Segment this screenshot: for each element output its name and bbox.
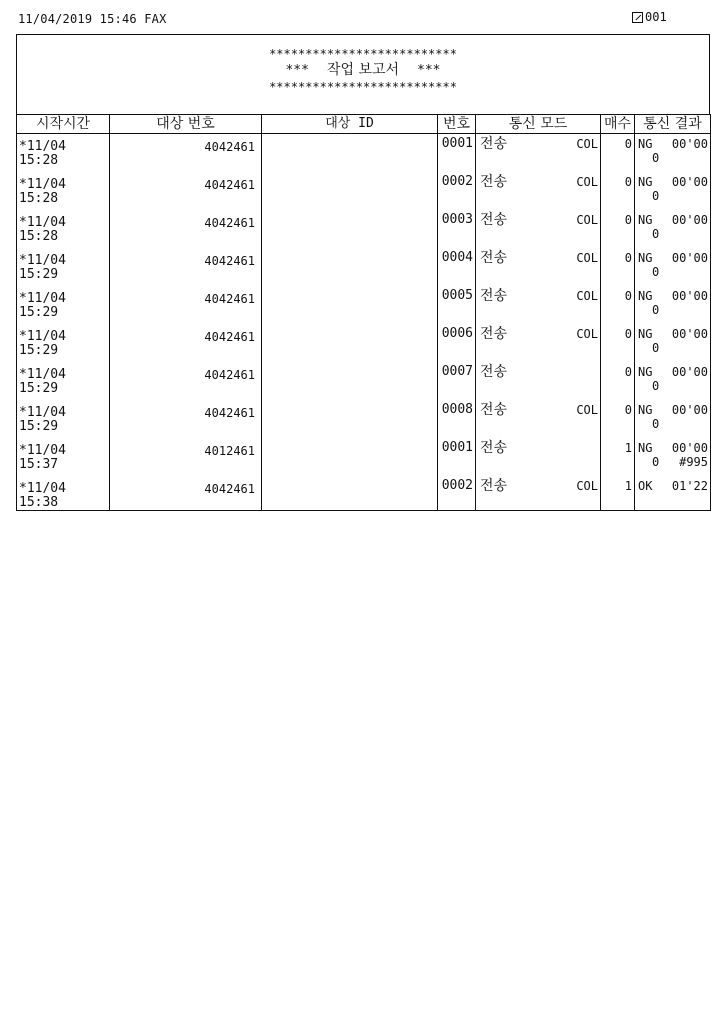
cell-start-time: *11/04 15:38: [17, 476, 110, 511]
cell-seq: 0005: [438, 286, 476, 324]
cell-result-line2: [638, 303, 710, 317]
cell-result: [635, 476, 711, 511]
cell-mode: [476, 400, 601, 438]
cell-mode: [476, 134, 601, 173]
cell-mode: [476, 210, 601, 248]
cell-target-number: 4042461: [110, 362, 262, 400]
cell-mode: [476, 476, 601, 511]
cell-result: [635, 324, 711, 362]
cell-result-line2: [638, 341, 710, 355]
cell-pages: 0: [601, 210, 635, 248]
cell-result: [635, 438, 711, 476]
report-banner: [16, 34, 710, 114]
cell-result-duration: 00'00: [671, 441, 708, 455]
cell-target-id: [262, 438, 438, 476]
cell-result-duration: 00'00: [671, 137, 708, 151]
cell-result-duration: 00'00: [671, 327, 708, 341]
cell-seq: 0002: [438, 172, 476, 210]
table-row: [17, 210, 711, 248]
page-number-value: 001: [645, 10, 667, 24]
cell-result-duration: 01'22: [671, 479, 708, 493]
cell-result-line2: [638, 265, 710, 279]
cell-result: [635, 172, 711, 210]
cell-pages: 0: [601, 324, 635, 362]
cell-mode-kind: 전송: [480, 250, 508, 266]
table-row: [17, 248, 711, 286]
cell-target-id: [262, 172, 438, 210]
cell-result: [635, 400, 711, 438]
table-row: [17, 324, 711, 362]
cell-target-id: [262, 134, 438, 173]
cell-result-duration: 00'00: [671, 365, 708, 379]
cell-target-id: [262, 248, 438, 286]
cell-result-line2: [638, 417, 710, 431]
cell-result-code: 0: [652, 265, 660, 279]
cell-result-status: NG: [638, 175, 653, 189]
table-row: [17, 400, 711, 438]
job-report-table: [16, 114, 711, 511]
cell-mode-kind: 전송: [480, 174, 508, 190]
page-number: [632, 10, 667, 24]
cell-target-number: 4042461: [110, 476, 262, 511]
cell-mode-kind: 전송: [480, 212, 508, 228]
cell-result-code: 0: [652, 379, 660, 393]
cell-result-duration: 00'00: [671, 251, 708, 265]
cell-target-number: 4042461: [110, 324, 262, 362]
cell-mode: [476, 362, 601, 400]
cell-mode-kind: 전송: [480, 364, 508, 380]
cell-target-number: 4042461: [110, 210, 262, 248]
cell-mode-kind: 전송: [480, 440, 508, 456]
column-header-pages: 매수: [601, 115, 635, 134]
cell-target-id: [262, 210, 438, 248]
cell-result-status: NG: [638, 137, 653, 151]
cell-start-time: *11/04 15:29: [17, 400, 110, 438]
cell-target-number: 4042461: [110, 172, 262, 210]
column-header-mode: 통신 모드: [476, 115, 601, 134]
cell-result: [635, 362, 711, 400]
cell-mode-kind: 전송: [480, 136, 508, 152]
cell-result-line2: [638, 227, 710, 241]
cell-mode: [476, 248, 601, 286]
cell-result-code: 0: [652, 227, 660, 241]
cell-pages: 0: [601, 400, 635, 438]
report-timestamp: 11/04/2019 15:46 FAX: [18, 12, 167, 26]
banner-stars-top: **************************: [269, 47, 457, 61]
column-header-result: 통신 결과: [635, 115, 711, 134]
cell-result-status: OK: [638, 479, 653, 493]
cell-mode: [476, 172, 601, 210]
cell-start-time: *11/04 15:29: [17, 286, 110, 324]
cell-result-line2: [638, 455, 710, 469]
cell-target-id: [262, 362, 438, 400]
cell-start-time: *11/04 15:37: [17, 438, 110, 476]
cell-mode-kind: 전송: [480, 402, 508, 418]
cell-result-status: NG: [638, 289, 653, 303]
cell-mode: [476, 438, 601, 476]
cell-mode-color: COL: [576, 479, 598, 493]
cell-pages: 0: [601, 134, 635, 173]
banner-title-line: [17, 61, 709, 80]
cell-result-status: NG: [638, 327, 653, 341]
table-row: [17, 172, 711, 210]
cell-result-code: 0: [652, 455, 660, 469]
cell-seq: 0006: [438, 324, 476, 362]
cell-result-code: 0: [652, 341, 660, 355]
cell-start-time: *11/04 15:29: [17, 248, 110, 286]
cell-mode-color: COL: [576, 175, 598, 189]
cell-seq: 0001: [438, 438, 476, 476]
cell-mode-color: COL: [576, 251, 598, 265]
table-row: [17, 476, 711, 511]
cell-result-duration: 00'00: [671, 403, 708, 417]
table-row: [17, 286, 711, 324]
cell-result: [635, 286, 711, 324]
cell-seq: 0002: [438, 476, 476, 511]
table-row: [17, 134, 711, 173]
cell-result-line2: [638, 379, 710, 393]
cell-seq: 0008: [438, 400, 476, 438]
cell-result-code: 0: [652, 189, 660, 203]
cell-result-status: NG: [638, 213, 653, 227]
cell-mode-color: COL: [576, 213, 598, 227]
cell-mode-color: COL: [576, 137, 598, 151]
cell-result: [635, 210, 711, 248]
cell-result-line2: [638, 151, 710, 165]
cell-result-status: NG: [638, 251, 653, 265]
cell-mode-kind: 전송: [480, 326, 508, 342]
cell-result-status: NG: [638, 403, 653, 417]
cell-result-duration: 00'00: [671, 289, 708, 303]
cell-pages: 0: [601, 172, 635, 210]
cell-result-status: NG: [638, 441, 653, 455]
cell-mode: [476, 324, 601, 362]
cell-pages: 0: [601, 286, 635, 324]
cell-pages: 1: [601, 438, 635, 476]
cell-result-line2: [638, 189, 710, 203]
cell-pages: 0: [601, 248, 635, 286]
cell-start-time: *11/04 15:29: [17, 362, 110, 400]
column-header-start-time: 시작시간: [17, 115, 110, 134]
banner-title-suffix: ***: [417, 63, 441, 78]
cell-result-status: NG: [638, 365, 653, 379]
cell-mode-kind: 전송: [480, 478, 508, 494]
cell-result: [635, 248, 711, 286]
cell-start-time: *11/04 15:29: [17, 324, 110, 362]
report-title: 작업 보고서: [326, 62, 400, 78]
cell-pages: 1: [601, 476, 635, 511]
cell-result-code: 0: [652, 151, 660, 165]
fax-page-icon: [632, 12, 643, 23]
cell-result-code: 0: [652, 417, 660, 431]
cell-seq: 0004: [438, 248, 476, 286]
table-header-row: [17, 115, 711, 134]
cell-target-id: [262, 286, 438, 324]
cell-result-duration: 00'00: [671, 213, 708, 227]
cell-result: [635, 134, 711, 173]
cell-seq: 0007: [438, 362, 476, 400]
cell-mode-kind: 전송: [480, 288, 508, 304]
table-row: [17, 362, 711, 400]
cell-target-number: 4012461: [110, 438, 262, 476]
table-row: [17, 438, 711, 476]
banner-title-prefix: ***: [285, 63, 309, 78]
column-header-target-number: 대상 번호: [110, 115, 262, 134]
cell-start-time: *11/04 15:28: [17, 172, 110, 210]
banner-stars-bottom: **************************: [269, 80, 457, 94]
cell-target-number: 4042461: [110, 286, 262, 324]
column-header-seq: 번호: [438, 115, 476, 134]
cell-start-time: *11/04 15:28: [17, 210, 110, 248]
cell-pages: 0: [601, 362, 635, 400]
cell-result-code: 0: [652, 303, 660, 317]
cell-target-number: 4042461: [110, 400, 262, 438]
cell-mode-color: COL: [576, 327, 598, 341]
cell-target-number: 4042461: [110, 134, 262, 173]
cell-result-extra: #995: [679, 455, 708, 469]
cell-result-duration: 00'00: [671, 175, 708, 189]
cell-target-id: [262, 476, 438, 511]
cell-mode: [476, 286, 601, 324]
cell-target-id: [262, 400, 438, 438]
cell-seq: 0003: [438, 210, 476, 248]
cell-seq: 0001: [438, 134, 476, 173]
cell-target-id: [262, 324, 438, 362]
cell-start-time: *11/04 15:28: [17, 134, 110, 173]
cell-mode-color: COL: [576, 403, 598, 417]
table-body: [17, 134, 711, 511]
cell-target-number: 4042461: [110, 248, 262, 286]
cell-mode-color: COL: [576, 289, 598, 303]
column-header-target-id: 대상 ID: [262, 115, 438, 134]
